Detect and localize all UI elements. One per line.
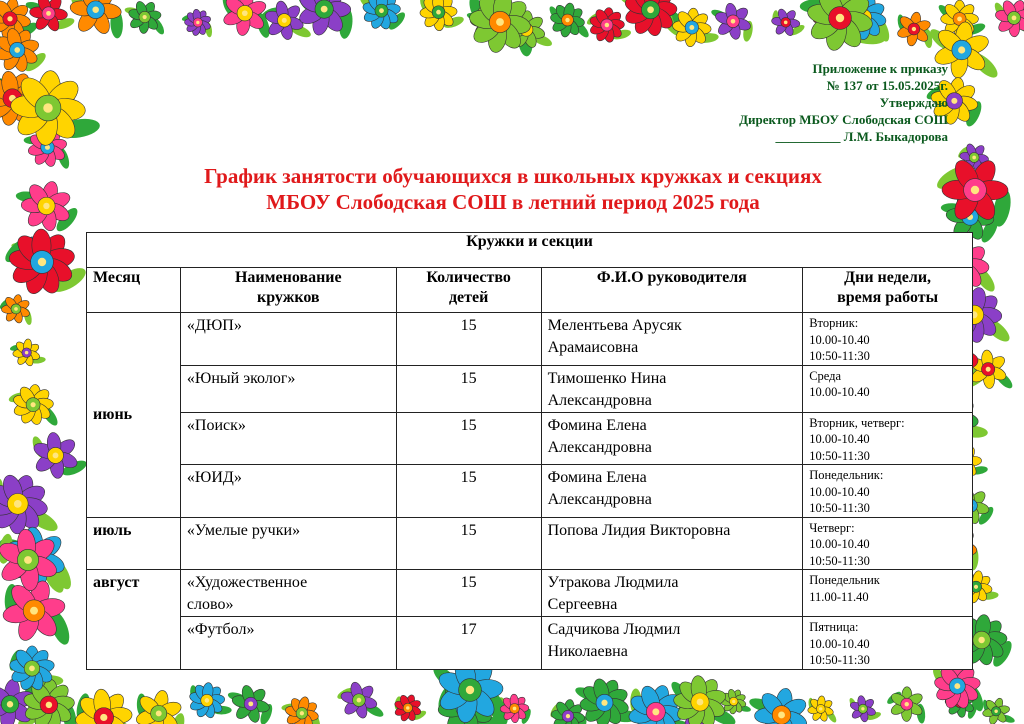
cell-schedule (803, 517, 973, 570)
cell-children-count: 15 (396, 517, 541, 570)
cell-schedule (803, 617, 973, 670)
page-title (80, 163, 946, 215)
table-row (87, 570, 973, 617)
leader-name-line-2: Арамаисовна (547, 339, 639, 356)
table-row (87, 517, 973, 570)
cell-children-count: 17 (396, 617, 541, 670)
cell-club-name (180, 412, 396, 465)
flower-icon (75, 688, 133, 724)
header-name-line-2: кружков (257, 289, 320, 306)
cell-children-count: 15 (396, 313, 541, 366)
approval-order-line: № 137 от 15.05.2025г. (826, 78, 948, 93)
leader-name-line-2: Николаевна (547, 643, 628, 660)
leader-name-line-1: Тимошенко Нина (547, 369, 667, 387)
header-name (180, 268, 396, 313)
club-name-line-1: «Юный эколог» (186, 369, 296, 387)
table-caption-row (87, 233, 973, 268)
leader-name-line-2: Сергеевна (547, 596, 618, 613)
cell-leader-name (541, 313, 803, 366)
cell-children-count: 15 (396, 465, 541, 518)
cell-schedule (803, 313, 973, 366)
schedule-line: 10:50-11:30 (809, 349, 870, 363)
cell-leader-name (541, 465, 803, 518)
approval-block (739, 60, 948, 145)
cell-club-name (180, 517, 396, 570)
schedule-table (86, 232, 973, 670)
table-row (87, 465, 973, 518)
cell-leader-name (541, 570, 803, 617)
title-line-1: График занятости обучающихся в школьных кружках и секциях (204, 164, 822, 188)
cell-schedule (803, 570, 973, 617)
cell-schedule (803, 412, 973, 465)
cell-club-name (180, 465, 396, 518)
table-body (87, 313, 973, 670)
schedule-line: 11.00-11.40 (809, 589, 869, 604)
leader-name-line-1: Попова Лидия Викторовна (547, 521, 731, 539)
leader-name-line-1: Фомина Елена (547, 469, 647, 486)
table-row (87, 365, 973, 412)
schedule-line: 10.00-10.40 (809, 484, 870, 499)
table-row (87, 617, 973, 670)
schedule-line: Вторник, четверг: (809, 415, 905, 430)
cell-leader-name (541, 617, 803, 670)
flower-icon (623, 0, 677, 37)
flower-icon (806, 0, 875, 52)
schedule-line: 10:50-11:30 (809, 448, 870, 463)
cell-leader-name (541, 365, 803, 412)
leader-name-line-1: Фомина Елена (547, 416, 647, 434)
approval-annex-line: Приложение к приказу (812, 61, 948, 76)
cell-children-count: 15 (396, 365, 541, 412)
schedule-line: 10.00-10.40 (809, 332, 870, 347)
schedule-line: 10.00-10.40 (809, 636, 870, 651)
table-row (87, 313, 973, 366)
table-header-row (87, 268, 973, 313)
flower-icon (127, 0, 161, 34)
schedule-line: Понедельник (809, 573, 880, 587)
club-name-line-1: «Футбол» (186, 621, 255, 638)
schedule-line: 10.00-10.40 (809, 537, 870, 551)
schedule-line: 10.00-10.40 (809, 432, 870, 446)
leader-name-line-2: Александровна (547, 491, 652, 508)
header-count-line-1: Количество (426, 269, 511, 286)
leader-name-line-2: Александровна (547, 391, 652, 409)
header-days-line-2: время работы (837, 289, 939, 306)
header-fio: Ф.И.О руководителя (541, 268, 803, 313)
cell-club-name (180, 617, 396, 670)
schedule-line: 10.00-10.40 (809, 385, 870, 399)
title-line-2: МБОУ Слободская СОШ в летний период 2025 года (266, 190, 760, 214)
leader-name-line-1: Утракова Людмила (547, 574, 679, 591)
leader-name-line-2: Александровна (547, 438, 652, 456)
schedule-line: Понедельник: (809, 468, 884, 482)
schedule-line: 10:50-11:30 (809, 553, 870, 568)
cell-leader-name (541, 412, 803, 465)
club-name-line-1: «Поиск» (186, 416, 246, 434)
club-name-line-2: слово» (186, 596, 234, 613)
approval-approve-line: Утверждаю (879, 95, 948, 110)
flower-icon (284, 696, 319, 724)
table-row (87, 412, 973, 465)
leader-name-line-1: Мелентьева Арусяк (547, 317, 682, 334)
cell-children-count: 15 (396, 412, 541, 465)
schedule-line: Пятница: (809, 620, 859, 634)
header-days-line-1: Дни недели, (844, 269, 932, 286)
flower-icon (500, 694, 529, 723)
approval-signature-line: __________ Л.М. Быкадорова (775, 129, 948, 144)
cell-month: август (87, 570, 181, 670)
schedule-line: 10:50-11:30 (809, 501, 870, 515)
cell-club-name (180, 365, 396, 412)
schedule-line: 10:50-11:30 (809, 653, 870, 667)
club-name-line-1: «Художественное (186, 574, 308, 591)
header-name-line-1: Наименование (234, 269, 342, 286)
schedule-line: Четверг: (809, 520, 855, 535)
club-name-line-1: «ДЮП» (186, 317, 242, 334)
header-days (803, 268, 973, 313)
cell-month: июнь (87, 313, 181, 518)
club-name-line-1: «Умелые ручки» (186, 521, 301, 539)
header-count-line-2: детей (448, 289, 489, 306)
cell-club-name (180, 313, 396, 366)
schedule-line: Вторник: (809, 316, 859, 330)
cell-month: июль (87, 517, 181, 570)
flower-icon (551, 699, 586, 724)
header-month: Месяц (87, 268, 181, 313)
approval-director-line: Директор МБОУ Слободская СОШ (739, 112, 948, 127)
schedule-line: Среда (809, 368, 842, 383)
club-name-line-1: «ЮИД» (186, 469, 242, 486)
cell-club-name (180, 570, 396, 617)
cell-children-count: 15 (396, 570, 541, 617)
leader-name-line-1: Садчикова Людмил (547, 621, 681, 638)
cell-schedule (803, 465, 973, 518)
cell-leader-name (541, 517, 803, 570)
cell-schedule (803, 365, 973, 412)
header-count (396, 268, 541, 313)
table-caption: Кружки и секции (87, 233, 973, 268)
